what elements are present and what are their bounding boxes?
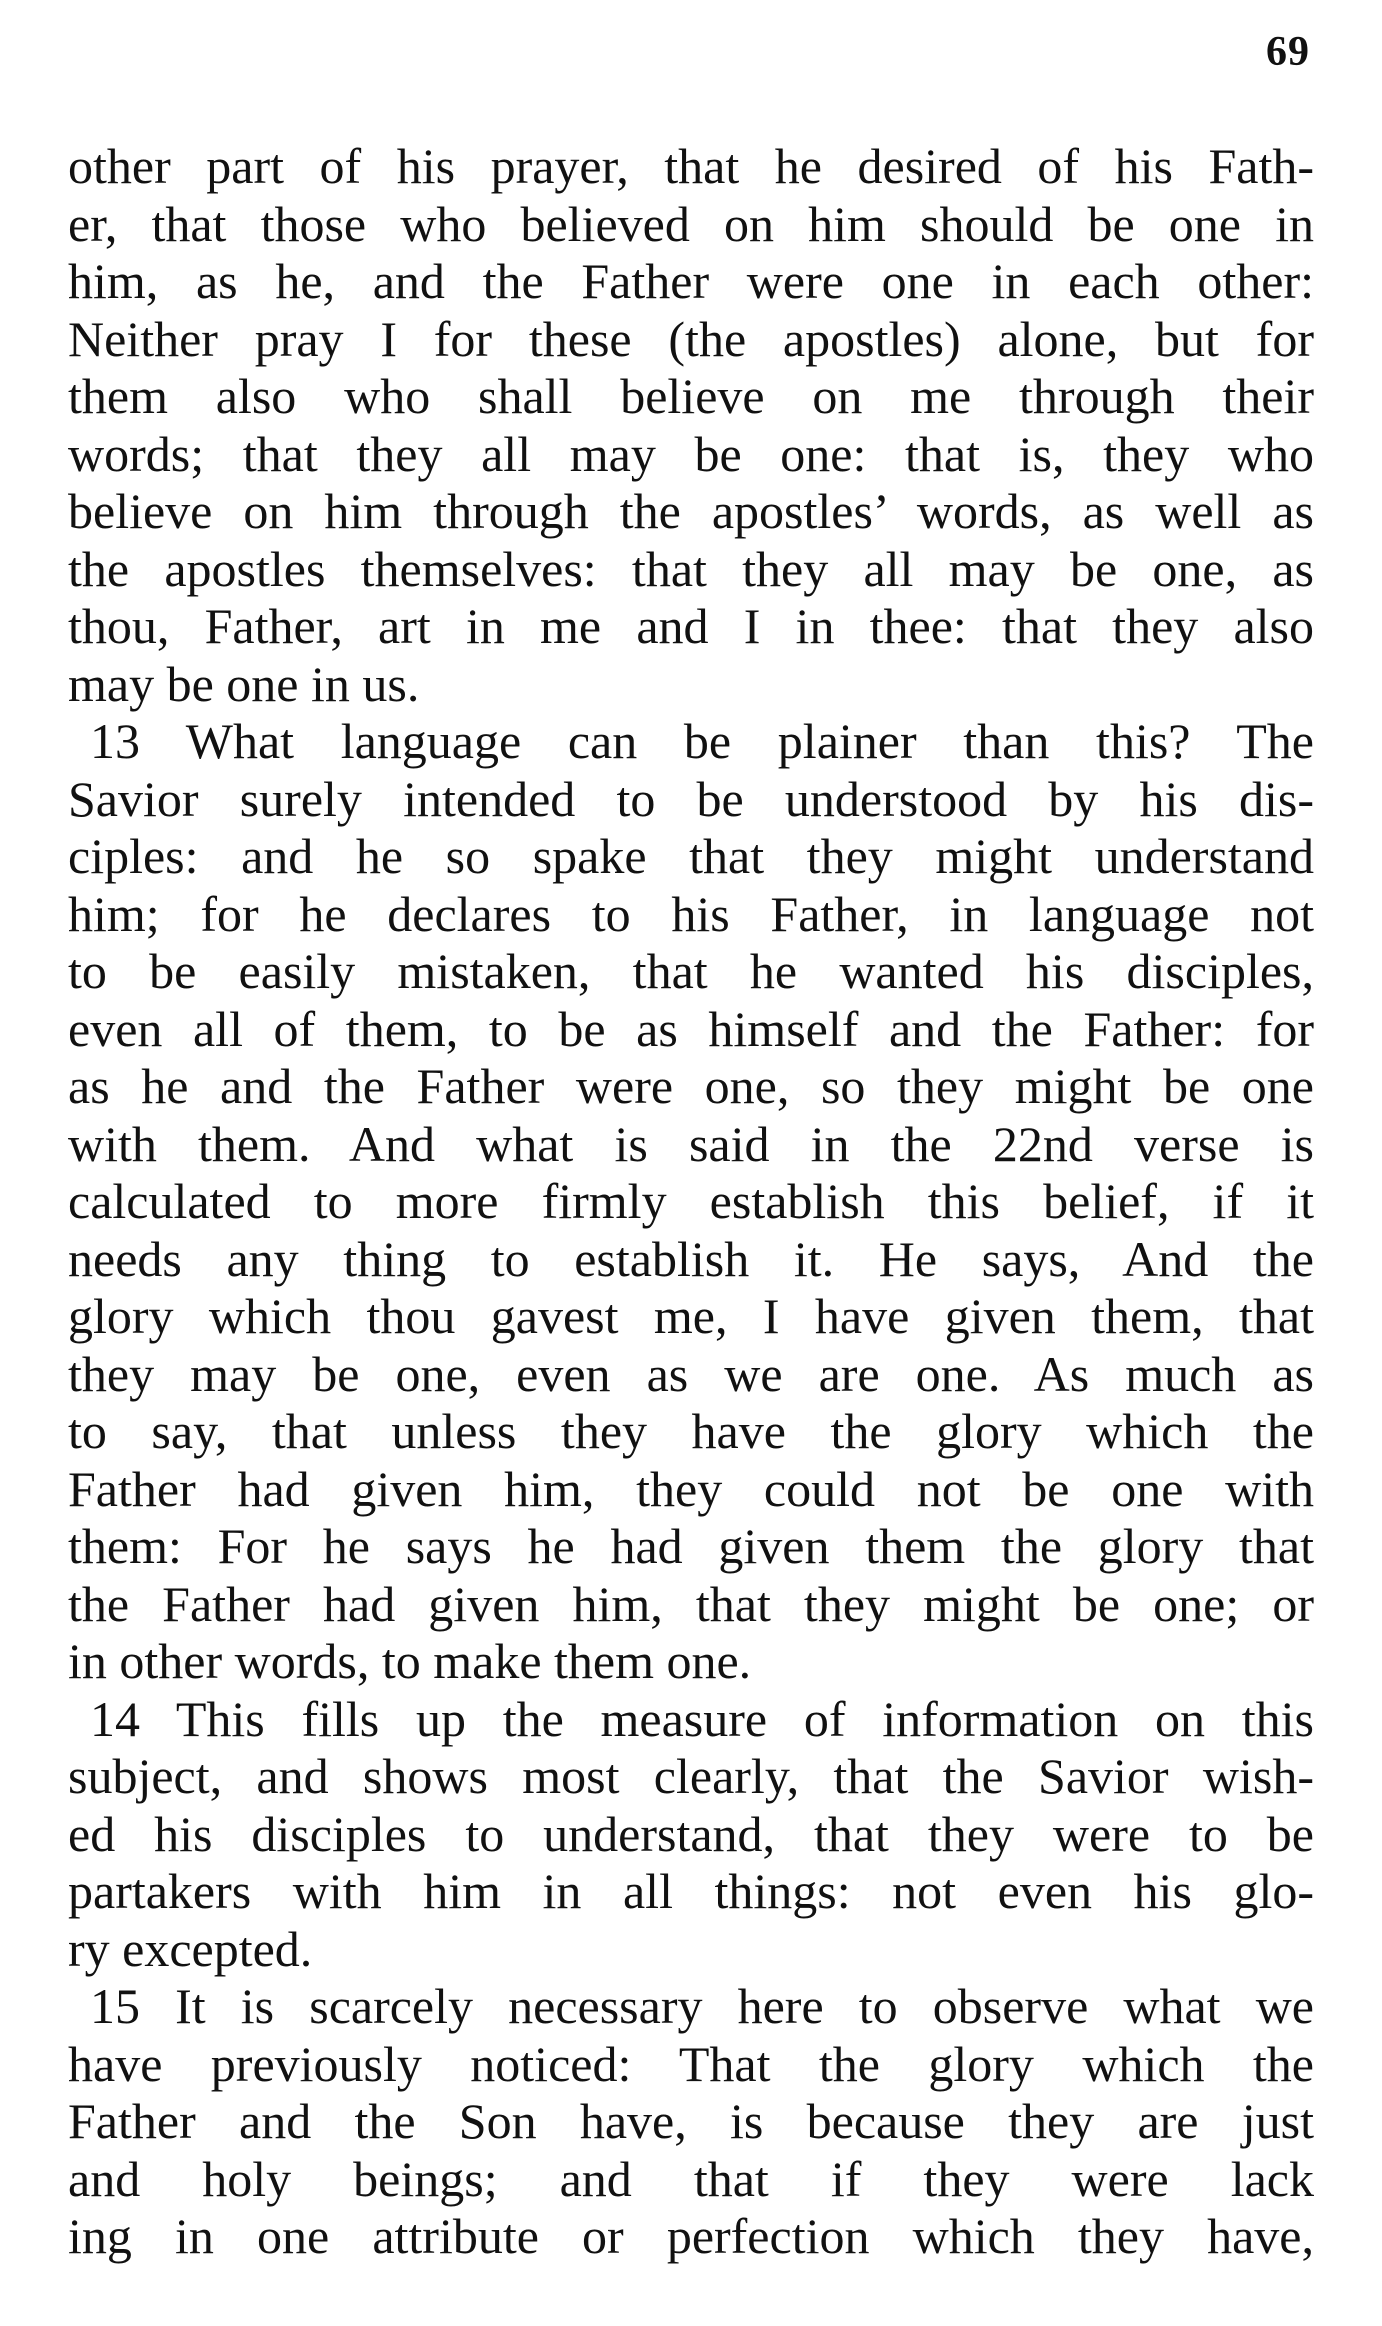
text-line: Savior surely intended to be understood by his dis- [68,770,1314,827]
text-line: have previously noticed: That the glory which the [68,2035,1314,2092]
text-line: the apostles themselves: that they all may be one, as [68,540,1314,597]
text-line: subject, and shows most clearly, that the Savior wish- [68,1748,1314,1804]
text-line: even all of them, to be as himself and the Father: for [68,1000,1314,1057]
text-line: them also who shall believe on me through their [68,368,1314,424]
text-line: they may be one, even as we are one. As much as [68,1345,1314,1402]
text-line: Father had given him, they could not be one with [68,1460,1314,1517]
text-line: ed his disciples to understand, that they were to be [68,1805,1314,1862]
text-line: calculated to more firmly establish this belief, if it [68,1173,1314,1229]
text-line: the Father had given him, that they might be one; or [68,1575,1314,1632]
text-line: other part of his prayer, that he desired of his Fath- [68,138,1314,194]
paragraph-14 [68,1691,1314,1979]
text-line: in other words, to make them one. [68,1633,752,1689]
text-line: Father and the Son have, is because they are just [68,2093,1314,2149]
text-line: 14 This fills up the measure of information on this [90,1690,1314,1747]
text-line: glory which thou gavest me, I have given them, that [68,1288,1314,1344]
text-line: Neither pray I for these (the apostles) alone, but for [68,310,1314,367]
page-number: 69 [1266,29,1310,75]
text-line: words; that they all may be one: that is, they who [68,425,1314,482]
text-line: may be one in us. [68,655,420,712]
text-line: them: For he says he had given them the glory that [68,1518,1314,1574]
text-line: with them. And what is said in the 22nd verse is [68,1115,1314,1172]
paragraph-13 [68,713,1314,1691]
text-line: to be easily mistaken, that he wanted his disciples, [68,943,1314,999]
page-body [68,138,1314,2266]
text-line: needs any thing to establish it. He says, And the [68,1230,1314,1287]
text-line: ry excepted. [68,1920,313,1977]
text-line: er, that those who believed on him should be one in [68,195,1314,252]
text-line: thou, Father, art in me and I in thee: that they also [68,598,1314,654]
paragraph-continued [68,138,1314,713]
text-line: as he and the Father were one, so they might be one [68,1058,1314,1114]
text-line: him; for he declares to his Father, in language not [68,885,1314,942]
text-line: him, as he, and the Father were one in each other: [68,253,1314,309]
text-line: 15 It is scarcely necessary here to observe what we [90,1978,1314,2034]
text-line: to say, that unless they have the glory which the [68,1403,1314,1459]
text-line: ing in one attribute or perfection which they have, [68,2208,1314,2264]
paragraph-15 [68,1978,1314,2266]
text-line: ciples: and he so spake that they might understand [68,828,1314,884]
text-line: believe on him through the apostles’ words, as well as [68,483,1314,539]
text-line: 13 What language can be plainer than this? The [90,713,1314,769]
text-line: and holy beings; and that if they were lack [68,2150,1314,2207]
text-line: partakers with him in all things: not even his glo- [68,1863,1314,1919]
